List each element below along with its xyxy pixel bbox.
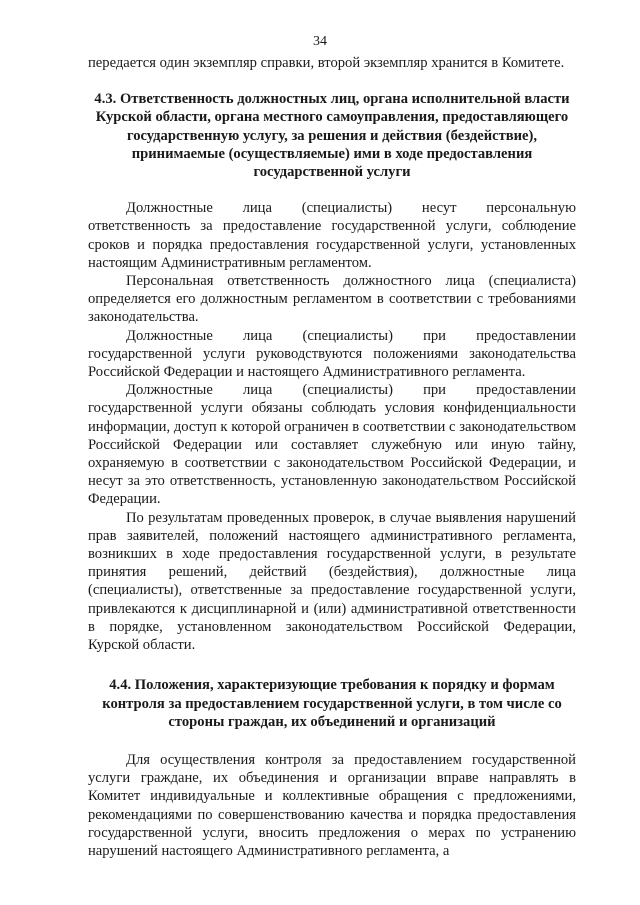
section-4-3-paragraph: По результатам проведенных проверок, в случае выявления нарушений прав заявителей, положений настоящего административного регламента, возникших в ходе предоставления государственной услуги, в результате принятия решений, действий (бездействия), должностные лица (специалисты), ответственные за предоставление государственной услуги, привлекаются к дисциплинарной и (или) административной ответственности в порядке, установленном законодательством Российской Федерации, Курской области. [88,509,576,654]
section-4-3-paragraph: Персональная ответственность должностного лица (специалиста) определяется его должностным регламентом в соответствии с требованиями законодательства. [88,273,576,326]
section-4-4-title: 4.4. Положения, характеризующие требования к порядку и формам контроля за предоставлением государственной услуги, в том числе со стороны граждан, их объединений и организаций [102,677,562,730]
section-4-3-title: 4.3. Ответственность должностных лиц, органа исполнительной власти Курской области, органа местного самоуправления, предоставляющего государственную услугу, за решения и действия (бездействие), принимаемые (осуществляемые) ими в ходе предоставления государственной услуги [94,91,570,181]
section-4-3-paragraph: Должностные лица (специалисты) несут персональную ответственность за предоставление государственной услуги, соблюдение сроков и порядка предоставления государственной услуги, установленных настоящим Административным регламентом. [88,200,576,271]
section-4-3-paragraph: Должностные лица (специалисты) при предоставлении государственной услуги руководствуются положениями законодательства Российской Федерации и настоящего Административного регламента. [88,327,576,381]
continuation-paragraph: передается один экземпляр справки, второй экземпляр хранится в Комитете. [88,55,565,71]
section-4-4-paragraph: Для осуществления контроля за предоставлением государственной услуги граждане, их объединения и организации вправе направлять в Комитет индивидуальные и коллективные обращения с предложениями, рекомендациями по совершенствованию качества и порядка предоставления государственной услуги, вносить предложения о мерах по устранению нарушений настоящего Административного регламента, а [88,751,576,859]
page-content [88,54,576,860]
page-number: 34 [313,34,327,49]
section-4-3-paragraph: Должностные лица (специалисты) при предоставлении государственной услуги обязаны соблюдать условия конфиденциальности информации, доступ к которой ограничен в соответствии с законодательством Российской Федерации или составляет служебную или иную тайну, охраняемую в соответствии с законодательством Российской Федерации, и несут за это ответственность, установленную законодательством Российской Федерации. [88,382,576,508]
